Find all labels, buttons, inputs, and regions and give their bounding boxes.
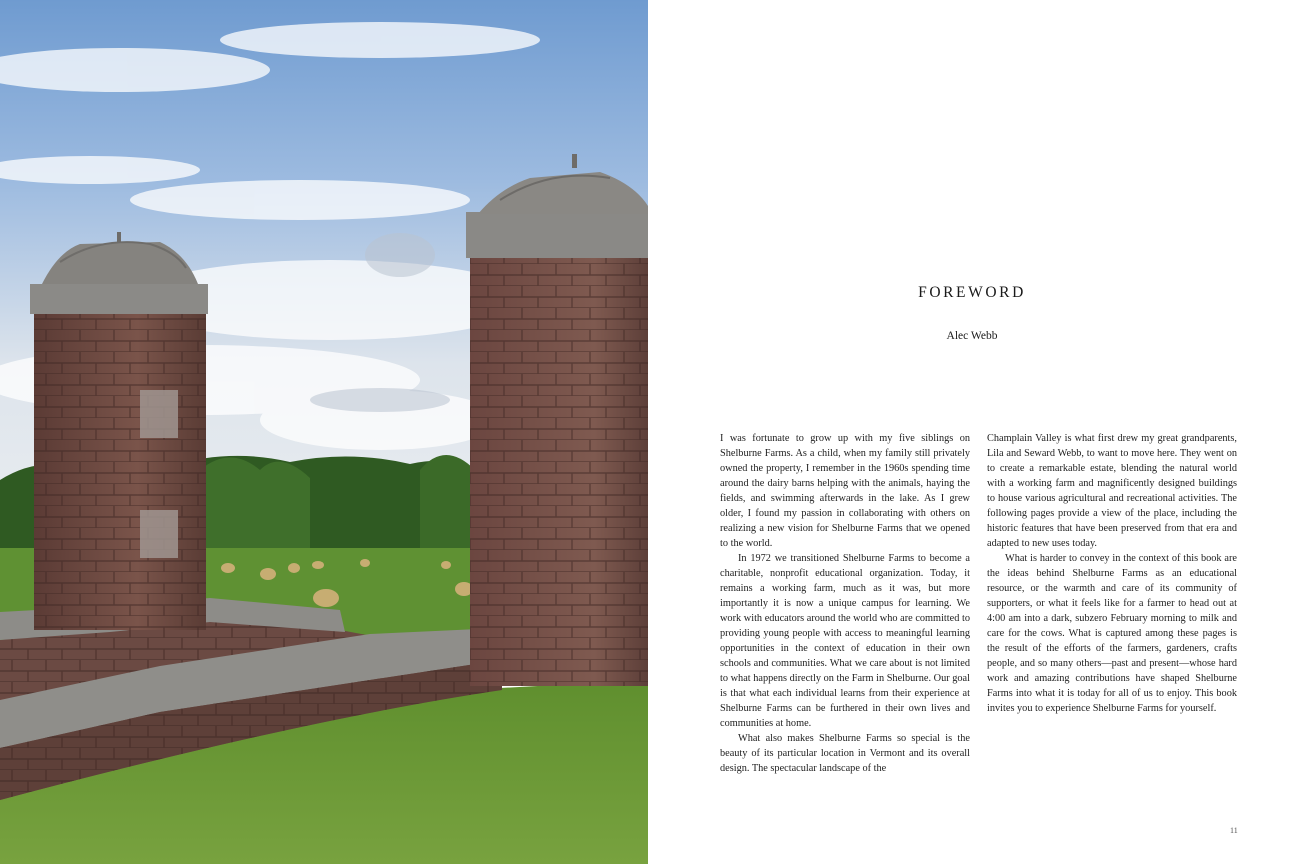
page-number: 11 [1230, 826, 1238, 835]
text-column-left [720, 431, 970, 776]
author-name: Alec Webb [946, 330, 998, 342]
paragraph: What also makes Shelburne Farms so special is the beauty of its particular location in Vermont and its overall design. The spectacular landscape of the [720, 733, 970, 774]
paragraph: In 1972 we transitioned Shelburne Farms to become a charitable, nonprofit educational organization. Today, it remains a working farm, much as it was, but more importantly it is now a unique campus for learning. We work with educators around the world who are committed to providing young people with access to meaningful learning opportunities in the context of education in their own schools and communities. What we care about is not limited to what happens directly on the Farm in Shelburne. Our goal is that what each individual learns from their experience at Shelburne Farms can be furthered in their own lives and communities at home. [720, 553, 970, 729]
paragraph: Champlain Valley is what first drew my great grandparents, Lila and Seward Webb, to want to move here. They went on to create a remarkable estate, blending the natural world with a working farm and magnificently designed buildings to house various agricultural and recreational activities. The following pages provide a view of the place, including the historic features that have been preserved from that era and adapted to new uses today. [987, 433, 1237, 549]
paragraph: I was fortunate to grow up with my five siblings on Shelburne Farms. As a child, when my family still privately owned the property, I remember in the 1960s spending time around the dairy barns helping with the animals, haying the fields, and swimming afterwards in the lake. As I grew older, I found my passion in collaborating with others on realizing a new vision for Shelburne Farms that we opened to the world. [720, 433, 970, 549]
page-title: FOREWORD [918, 284, 1026, 301]
foreword-page [648, 0, 1296, 864]
text-column-right [987, 431, 1237, 716]
paragraph: What is harder to convey in the context of this book are the ideas behind Shelburne Farms as an educational resource, or the warmth and care of its community of supporters, or what it feels like for a farmer to head out at 4:00 am into a dark, subzero February morning to milk and care for the cows. What is captured among these pages is the result of the efforts of the farmers, gardeners, crafts people, and so many others—past and present—whose hard work and amazing contributions have shaped Shelburne Farms into what it is today for all of us to enjoy. This book invites you to experience Shelburne Farms for yourself. [987, 553, 1237, 714]
